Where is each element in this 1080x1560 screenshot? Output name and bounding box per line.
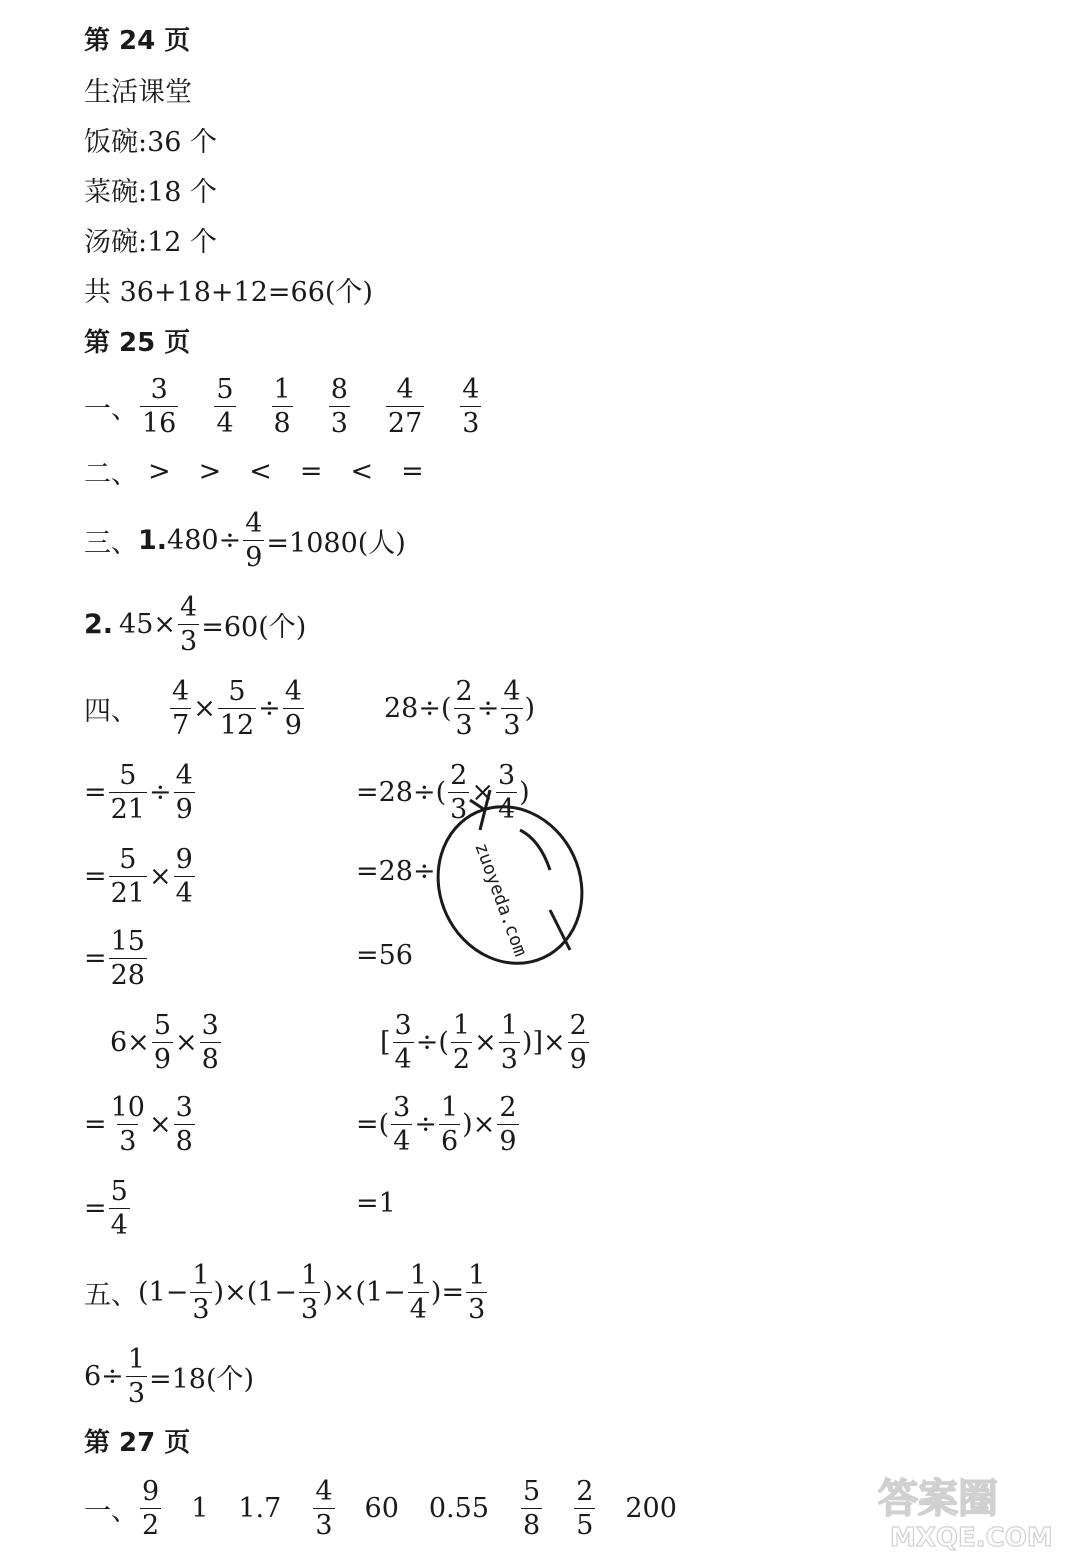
section-5-line-2: 6÷ $\frac{1}{3}$ =18(个) xyxy=(84,1344,255,1409)
section-4-left-3: = $\frac{5}{21}$ × $\frac{9}{4}$ xyxy=(84,844,193,909)
section-2-label: 二、 xyxy=(84,459,138,490)
soup-bowl-line: 汤碗:12 个 xyxy=(84,227,218,258)
problem-number: 2. xyxy=(84,609,114,640)
section-title: 生活课堂 xyxy=(84,77,192,108)
fraction: $\frac{4}{3}$ xyxy=(462,374,480,439)
problem-number: 1. xyxy=(138,525,168,556)
section-4-right-2: =28÷( $\frac{2}{3}$ × $\frac{3}{4}$ ) xyxy=(356,760,530,825)
fraction: $\frac{5}{4}$ xyxy=(216,374,234,439)
section-4-right-3: =28÷ xyxy=(356,856,436,887)
watermark-site: MXQE.COM xyxy=(890,1523,1053,1553)
stamp-text: zuoyeda.com xyxy=(470,840,531,960)
section-3-problem-2 xyxy=(84,594,306,655)
section-1-fractions xyxy=(84,376,515,437)
page-27-heading: 第 27 页 xyxy=(84,1428,191,1458)
section-4-label: 四、 xyxy=(84,696,138,727)
section-4-right-4: =56 xyxy=(356,940,413,971)
total-line: 共 36+18+12=66(个) xyxy=(84,277,373,308)
section-5-line-1: 五、 (1− $\frac{1}{3}$ )×(1− $\frac{1}{3}$ )×(1− $\frac{1}{4}$ )= $\frac{1}{3}$ xyxy=(84,1260,486,1325)
comparison-sign: = xyxy=(299,456,323,487)
page-27-section-1: 一、 $\frac{9}{2}$ 1 1.7 $\frac{4}{3}$ 60 0.55 $\frac{5}{8}$ $\frac{2}{5}$ 200 xyxy=(84,1476,677,1541)
expr: 480÷ xyxy=(167,525,242,556)
section-4-right-1: 28÷( $\frac{2}{3}$ ÷ $\frac{4}{3}$ ) xyxy=(384,676,536,741)
section-4-left-4: = $\frac{15}{28}$ xyxy=(84,926,145,991)
fraction: $\frac{4}{9}$ xyxy=(245,508,263,573)
comparison-sign: < xyxy=(249,456,272,487)
section-1-label: 一、 xyxy=(84,1496,138,1527)
comparison-sign: > xyxy=(148,456,171,487)
section-4-right-6: =( $\frac{3}{4}$ ÷ $\frac{1}{6}$ )× $\frac{2}{9}$ xyxy=(356,1092,517,1157)
section-4-right-5: [ $\frac{3}{4}$ ÷( $\frac{1}{2}$ × $\frac{1}{3}$ )]× $\frac{2}{9}$ xyxy=(380,1010,587,1075)
result: =1080(人) xyxy=(266,528,406,559)
fraction: $\frac{4}{3}$ xyxy=(180,592,198,657)
comparison-sign: < xyxy=(350,456,374,487)
comparison-sign: = xyxy=(401,456,424,487)
section-5-label: 五、 xyxy=(84,1280,138,1311)
dish-bowl-line: 菜碗:18 个 xyxy=(84,177,218,208)
fraction: $\frac{4}{27}$ xyxy=(387,374,423,439)
stamp xyxy=(410,760,610,990)
page-24-heading: 第 24 页 xyxy=(84,26,191,56)
section-4-left-2: = $\frac{5}{21}$ ÷ $\frac{4}{9}$ xyxy=(84,760,193,825)
fraction: $\frac{3}{16}$ xyxy=(142,374,177,439)
expr: 45× xyxy=(119,609,177,640)
section-4-left-7: = $\frac{5}{4}$ xyxy=(84,1176,128,1241)
comparison-sign: > xyxy=(198,456,222,487)
section-1-label: 一、 xyxy=(84,394,138,425)
section-4-right-7: =1 xyxy=(356,1188,396,1219)
fraction: $\frac{1}{8}$ xyxy=(273,374,291,439)
watermark-logo xyxy=(870,1464,1060,1554)
page-25-heading: 第 25 页 xyxy=(84,328,191,358)
result: =60(个) xyxy=(201,612,307,643)
section-4-left-5: 6× $\frac{5}{9}$ × $\frac{3}{8}$ xyxy=(110,1010,219,1075)
section-3-problem-1 xyxy=(84,510,406,571)
section-2-comparisons xyxy=(84,452,452,491)
section-4-left-6: = $\frac{10}{3}$ × $\frac{3}{8}$ xyxy=(84,1092,193,1157)
rice-bowl-line: 饭碗:36 个 xyxy=(84,127,218,158)
watermark-chars: 答案圈 xyxy=(878,1476,998,1522)
fraction: $\frac{8}{3}$ xyxy=(330,374,348,439)
section-3-label: 三、 xyxy=(84,528,138,559)
section-4-left-1: 四、 $\frac{4}{7}$ × $\frac{5}{12}$ ÷ $\frac{4}{9}$ xyxy=(84,676,302,741)
